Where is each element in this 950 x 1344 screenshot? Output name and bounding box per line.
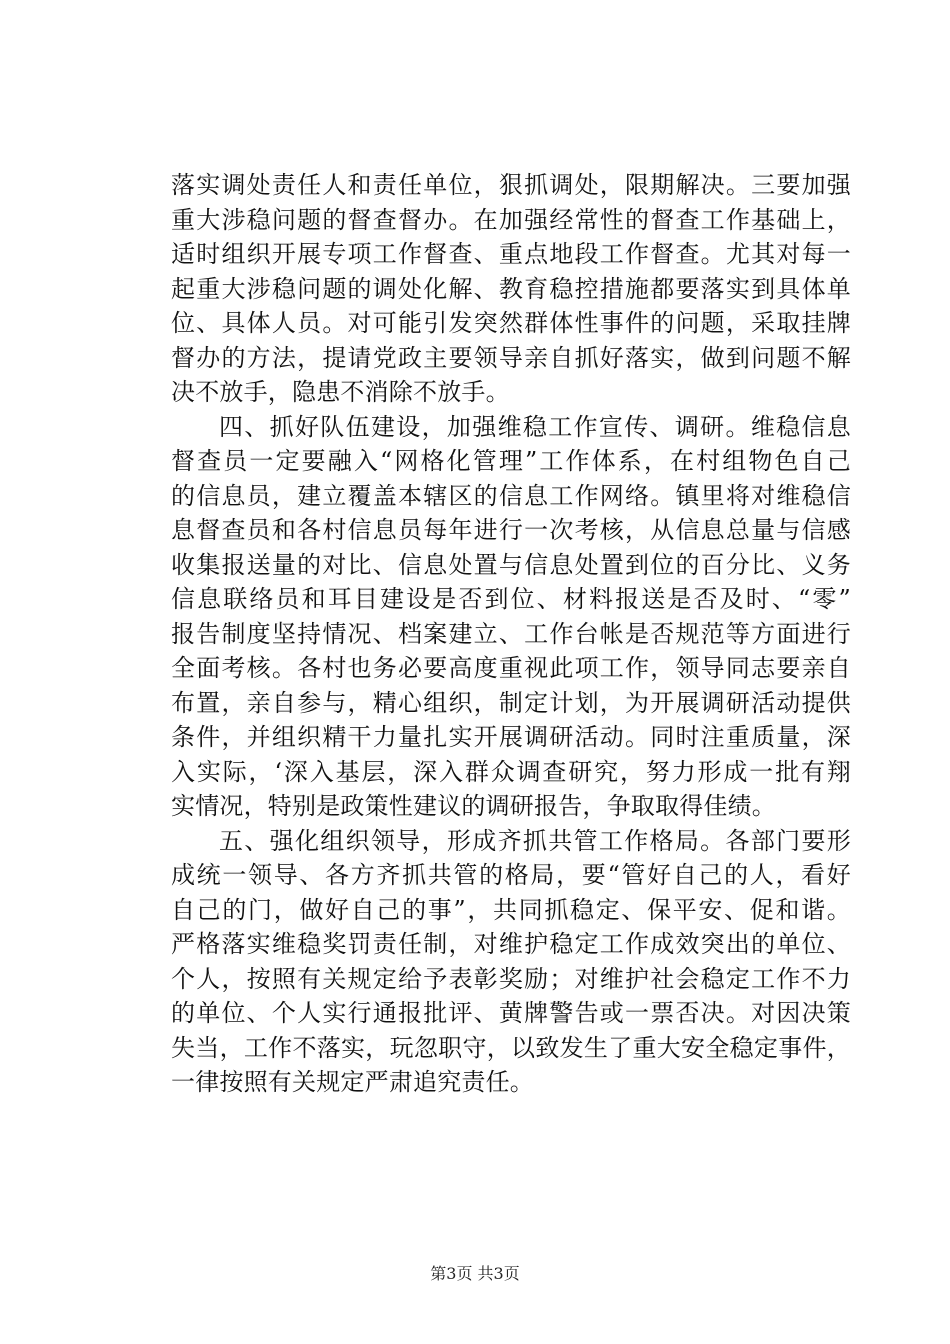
text-line: 落实调处责任人和责任单位，狠抓调处，限期解决。三要加强: [171, 171, 851, 199]
text-line: 的信息员，建立覆盖本辖区的信息工作网络。镇里将对维稳信: [171, 481, 851, 510]
text-line: 报告制度坚持情况、档案建立、工作台帐是否规范等方面进行: [171, 619, 851, 648]
text-line: 个人，按照有关规定给予表彰奖励；对维护社会稳定工作不力: [171, 964, 851, 993]
text-line: 失当，工作不落实，玩忽职守，以致发生了重大安全稳定事件，: [171, 1033, 851, 1062]
text-line: 条件，并组织精干力量扎实开展调研活动。同时注重质量，深: [171, 723, 851, 751]
text-line: 的单位、个人实行通报批评、黄牌警告或一票否决。对因决策: [171, 999, 851, 1027]
paragraph-heading-line: 五、强化组织领导，形成齐抓共管工作格局。各部门要形: [219, 826, 851, 855]
text-line: 决不放手，隐患不消除不放手。: [171, 378, 510, 406]
page-number-footer: 第3页 共3页: [430, 1264, 520, 1283]
text-line: 全面考核。各村也务必要高度重视此项工作，领导同志要亲自: [171, 654, 851, 682]
text-line: 适时组织开展专项工作督查、重点地段工作督查。尤其对每一: [171, 240, 851, 268]
text-line: 信息联络员和耳目建设是否到位、材料报送是否及时、“零”: [171, 585, 851, 613]
text-line: 督查员一定要融入“网格化管理”工作体系，在村组物色自己: [171, 447, 851, 475]
text-line: 位、具体人员。对可能引发突然群体性事件的问题，采取挂牌: [171, 309, 851, 337]
text-line: 成统一领导、各方齐抓共管的格局，要“管好自己的人，看好: [171, 861, 851, 889]
text-line: 督办的方法，提请党政主要领导亲自抓好落实，做到问题不解: [171, 343, 851, 372]
text-line: 自己的门，做好自己的事”，共同抓稳定、保平安、促和谐。: [171, 895, 851, 924]
text-line: 一律按照有关规定严肃追究责任。: [171, 1068, 534, 1096]
text-line: 重大涉稳问题的督查督办。在加强经常性的督查工作基础上，: [171, 205, 851, 234]
paragraph-heading-line: 四、抓好队伍建设，加强维稳工作宣传、调研。维稳信息: [219, 412, 851, 441]
text-line: 实情况，特别是政策性建议的调研报告，争取取得佳绩。: [171, 792, 776, 820]
text-line: 息督查员和各村信息员每年进行一次考核，从信息总量与信感: [171, 516, 851, 544]
text-line: 布置，亲自参与，精心组织，制定计划，为开展调研活动提供: [171, 688, 851, 717]
text-line: 起重大涉稳问题的调处化解、教育稳控措施都要落实到具体单: [171, 274, 851, 303]
text-line: 入实际，‘深入基层，深入群众调查研究，努力形成一批有翔: [171, 757, 851, 786]
document-body: [171, 168, 851, 1100]
text-line: 严格落实维稳奖罚责任制，对维护稳定工作成效突出的单位、: [171, 930, 851, 958]
text-line: 收集报送量的对比、信息处置与信息处置到位的百分比、义务: [171, 550, 851, 579]
